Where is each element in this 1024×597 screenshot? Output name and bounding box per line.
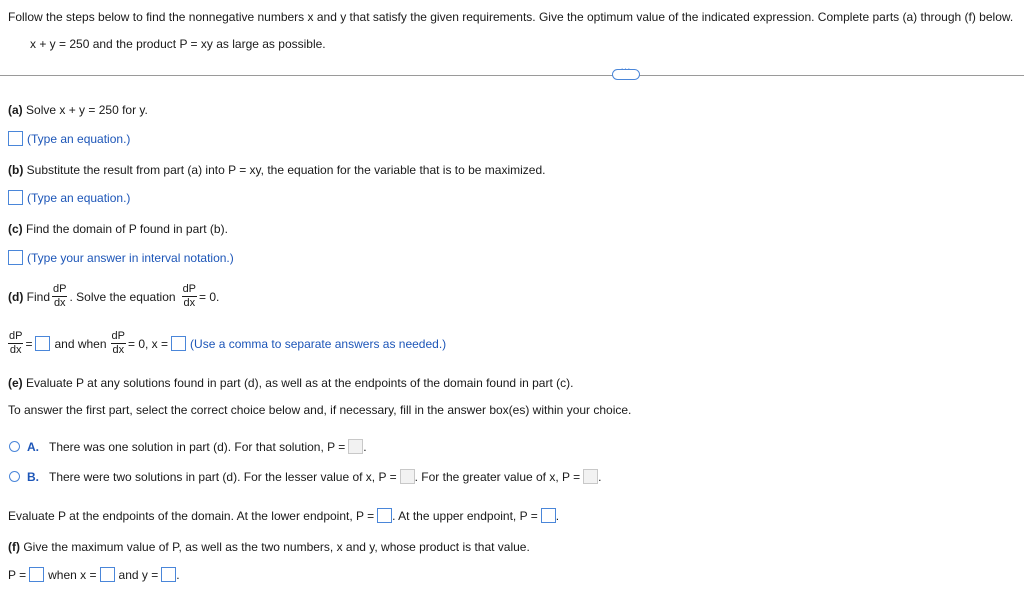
part-d-hint: (Use a comma to separate answers as needed.) bbox=[190, 336, 447, 351]
instructions-text: Follow the steps below to find the nonnegative numbers x and y that satisfy the given requirements. Give the optimum value of the indicated expression. Complete parts (a) through (f) below. bbox=[8, 10, 1014, 24]
part-c-question: (c) Find the domain of P found in part (b). bbox=[8, 222, 228, 236]
part-b-answer-box[interactable] bbox=[8, 190, 23, 205]
part-b-question: (b) Substitute the result from part (a) into P = xy, the equation for the variable that is to be maximized. bbox=[8, 163, 546, 177]
part-b-answer-row bbox=[8, 190, 130, 205]
x-value-box[interactable] bbox=[100, 567, 115, 582]
part-f-answer-row: P = when x = and y = . bbox=[8, 567, 180, 582]
radio-b-icon[interactable] bbox=[9, 471, 20, 482]
choice-a[interactable]: A. There was one solution in part (d). For that solution, P = . bbox=[9, 439, 367, 454]
critical-x-answer-box[interactable] bbox=[171, 336, 186, 351]
problem-statement: x + y = 250 and the product P = xy as large as possible. bbox=[30, 37, 326, 51]
part-a-answer-row bbox=[8, 131, 130, 146]
ellipsis-icon: ⋯ bbox=[620, 64, 632, 75]
dp-dx-answer-box[interactable] bbox=[35, 336, 50, 351]
part-f-question: (f) Give the maximum value of P, as well as the two numbers, x and y, whose product is that value. bbox=[8, 540, 530, 554]
lower-endpoint-p-box[interactable] bbox=[377, 508, 392, 523]
part-e-instruction: To answer the first part, select the correct choice below and, if necessary, fill in the answer box(es) within your choice. bbox=[8, 403, 632, 417]
part-d-answer-row: $\frac{dP}{dx}$ = and when $\frac{dP}{dx}$ = 0, x = (Use a comma to separate answers as needed.) bbox=[9, 330, 447, 356]
y-value-box[interactable] bbox=[161, 567, 176, 582]
part-a-hint: (Type an equation.) bbox=[27, 131, 131, 146]
dp-dx-fraction: $\frac{dP}{dx}$ bbox=[111, 330, 125, 356]
part-b-hint: (Type an equation.) bbox=[27, 190, 131, 205]
part-a-question: (a) Solve x + y = 250 for y. bbox=[8, 103, 148, 117]
upper-endpoint-p-box[interactable] bbox=[541, 508, 556, 523]
dp-dx-fraction: $\frac{dP}{dx}$ bbox=[182, 283, 197, 309]
choice-a-p-box[interactable] bbox=[348, 439, 363, 454]
part-c-answer-row bbox=[8, 250, 234, 265]
max-p-box[interactable] bbox=[29, 567, 44, 582]
dp-dx-fraction: $\frac{dP}{dx}$ bbox=[53, 283, 67, 309]
endpoints-row: Evaluate P at the endpoints of the domain. At the lower endpoint, P = . At the upper endpoint, P = . bbox=[8, 508, 560, 523]
choice-b[interactable]: B. There were two solutions in part (d). For the lesser value of x, P = . For the greater value of x, P = . bbox=[9, 469, 602, 484]
part-c-answer-box[interactable] bbox=[8, 250, 23, 265]
divider bbox=[0, 75, 1024, 76]
part-d-question: (d) Find $\frac{dP}{dx}$ . Solve the equation $\frac{dP}{dx}$ = 0. bbox=[8, 283, 220, 309]
radio-a-icon[interactable] bbox=[9, 441, 20, 452]
part-e-question: (e) Evaluate P at any solutions found in part (d), as well as at the endpoints of the domain found in part (c). bbox=[8, 376, 574, 390]
choice-b-lesser-p-box[interactable] bbox=[400, 469, 415, 484]
part-a-answer-box[interactable] bbox=[8, 131, 23, 146]
expand-more-button[interactable] bbox=[612, 64, 640, 80]
part-c-hint: (Type your answer in interval notation.) bbox=[27, 250, 234, 265]
choice-b-greater-p-box[interactable] bbox=[583, 469, 598, 484]
dp-dx-fraction: $\frac{dP}{dx}$ bbox=[9, 330, 23, 356]
